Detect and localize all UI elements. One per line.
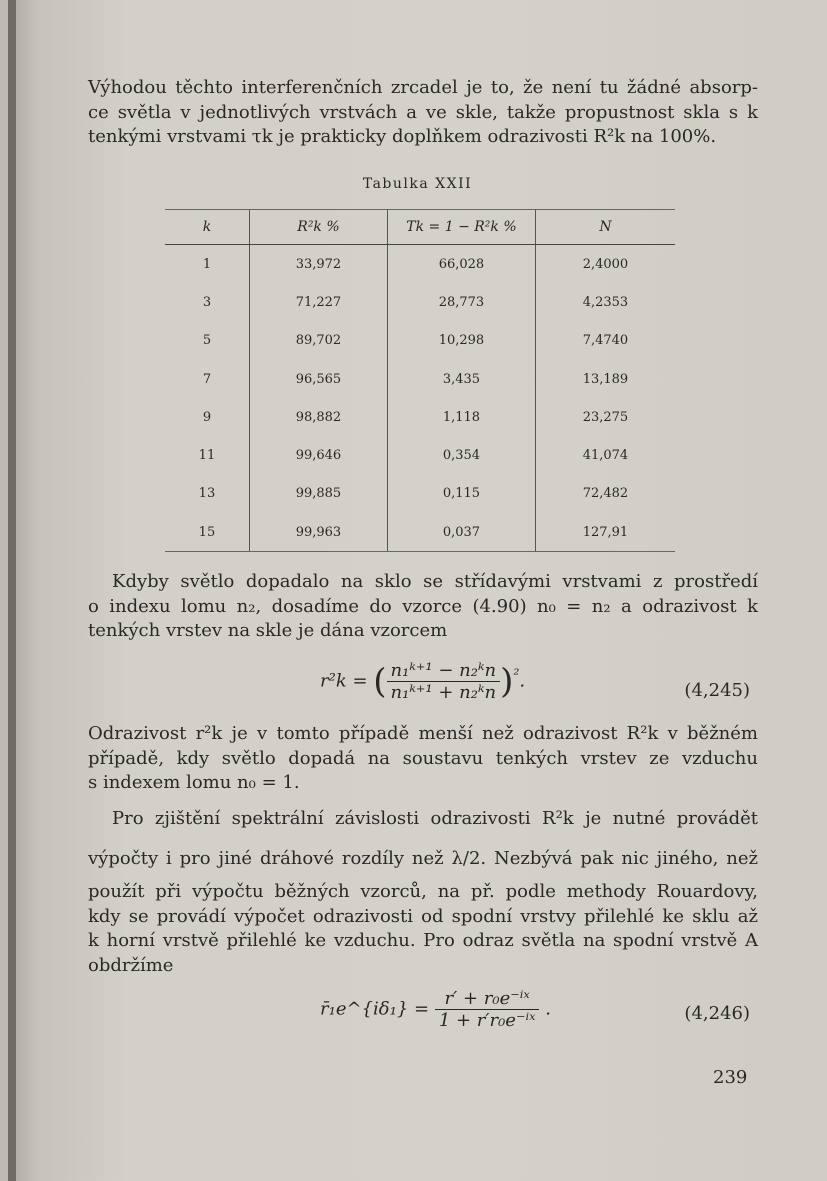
paragraph-1 [88, 76, 758, 150]
text-line: s indexem lomu n₀ = 1. [88, 772, 300, 793]
cell: 1 [202, 256, 212, 272]
col-header-r: R²k % [249, 210, 387, 245]
eq-lhs: r̄₁e^{iδ₁} = [320, 998, 430, 1020]
col-header-k: k [165, 210, 249, 245]
eq-denominator: n₁ᵏ⁺¹ + n₂ᵏn [390, 682, 497, 703]
text-line: tenkými vrstvami τk je prakticky doplňkem odrazivosti R²k na 100%. [88, 126, 717, 147]
cell: 96,565 [249, 360, 387, 398]
cell: 15 [165, 513, 249, 552]
text-line: tenkých vrstev na skle je dána vzorcem [88, 620, 448, 641]
text-line: výpočty i pro jiné dráhové rozdíly než λ/2. Nezbývá pak nic jiného, než [88, 848, 758, 869]
table-row [165, 398, 675, 436]
table-row [165, 475, 675, 513]
equation-4-245: r²k = ( $\frac{\text{n₁ᵏ⁺¹ − n₂ᵏn}}{\text{n₁ᵏ⁺¹ + n₂ᵏn}}$ )$^{^2}$. [320, 660, 526, 703]
table-row [165, 322, 675, 360]
cell: 5 [202, 333, 212, 349]
cell: 3,435 [388, 360, 536, 398]
cell: 13 [198, 486, 216, 502]
paragraph-4 [88, 804, 758, 978]
table-row [165, 436, 675, 474]
page-number: 239 [713, 1067, 748, 1088]
equation-4-246: r̄₁e^{iδ₁} = $\frac{\text{r′ + r₀e⁻ⁱˣ}}{\text{1 + r′r₀e⁻ⁱˣ}}$ . [320, 988, 551, 1031]
cell: 2,4000 [535, 245, 675, 284]
cell: 11 [198, 448, 216, 464]
cell: 0,354 [388, 436, 536, 474]
table-caption: Tabulka XXII [362, 176, 473, 192]
equation-number: (4,245) [684, 680, 750, 701]
text-line: Pro zjištění spektrální závislosti odrazivosti R²k je nutné provádět [112, 808, 758, 829]
table-row [165, 513, 675, 552]
cell: 7,4740 [535, 322, 675, 360]
cell: 99,885 [249, 475, 387, 513]
cell: 10,298 [388, 322, 536, 360]
data-table [165, 209, 675, 552]
text-line: Kdyby světlo dopadalo na sklo se střídavými vrstvami z prostředí [112, 571, 758, 592]
text-line: případě, kdy světlo dopadá na soustavu tenkých vrstev ze vzduchu [88, 747, 758, 769]
text-line: obdržíme [88, 954, 174, 976]
text-line: kdy se provádí výpočet odrazivosti od spodní vrstvy přilehlé ke sklu až [88, 905, 758, 927]
eq-power: ² [513, 665, 520, 684]
cell: 4,2353 [535, 283, 675, 321]
text-line: Odrazivost r²k je v tomto případě menší než odrazivost R²k v běžném [88, 723, 758, 744]
cell: 0,037 [388, 513, 536, 552]
eq-denominator: 1 + r′r₀e⁻ⁱˣ [438, 1010, 536, 1031]
eq-numerator: n₁ᵏ⁺¹ − n₂ᵏn [387, 660, 501, 682]
cell: 9 [202, 409, 212, 425]
col-header-t: Tk = 1 − R²k % [388, 210, 536, 245]
cell: 41,074 [535, 436, 675, 474]
book-page [8, 0, 827, 1181]
text-line: použít při výpočtu běžných vzorců, na př. podle methody Rouardovy, [88, 881, 758, 902]
text-line: k horní vrstvě přilehlé ke vzduchu. Pro odraz světla na spodní vrstvě A [88, 930, 758, 951]
table-row [165, 245, 675, 284]
cell: 66,028 [388, 245, 536, 284]
cell: 33,972 [249, 245, 387, 284]
table-row [165, 360, 675, 398]
cell: 28,773 [388, 283, 536, 321]
cell: 13,189 [535, 360, 675, 398]
cell: 99,646 [249, 436, 387, 474]
cell: 89,702 [249, 322, 387, 360]
text-line: Výhodou těchto interferenčních zrcadel je to, že není tu žádné absorp- [88, 77, 758, 98]
table-header-row [165, 210, 675, 245]
col-header-n: N [535, 210, 675, 245]
cell: 127,91 [535, 513, 675, 552]
cell: 7 [202, 371, 212, 387]
paragraph-3 [88, 722, 758, 796]
cell: 71,227 [249, 283, 387, 321]
cell: 98,882 [249, 398, 387, 436]
eq-lhs: r²k = [320, 670, 368, 692]
cell: 99,963 [249, 513, 387, 552]
text-line: o indexu lomu n₂, dosadíme do vzorce (4.90) n₀ = n₂ a odrazivost k [88, 595, 758, 617]
paragraph-2 [88, 570, 758, 644]
text-line: ce světla v jednotlivých vrstvách a ve skle, takže propustnost skla s k [88, 101, 758, 123]
cell: 0,115 [388, 475, 536, 513]
eq-numerator: r′ + r₀e⁻ⁱˣ [435, 988, 540, 1010]
cell: 72,482 [535, 475, 675, 513]
cell: 3 [202, 294, 212, 310]
equation-number: (4,246) [684, 1003, 750, 1024]
cell: 23,275 [535, 398, 675, 436]
cell: 1,118 [388, 398, 536, 436]
table-row [165, 283, 675, 321]
